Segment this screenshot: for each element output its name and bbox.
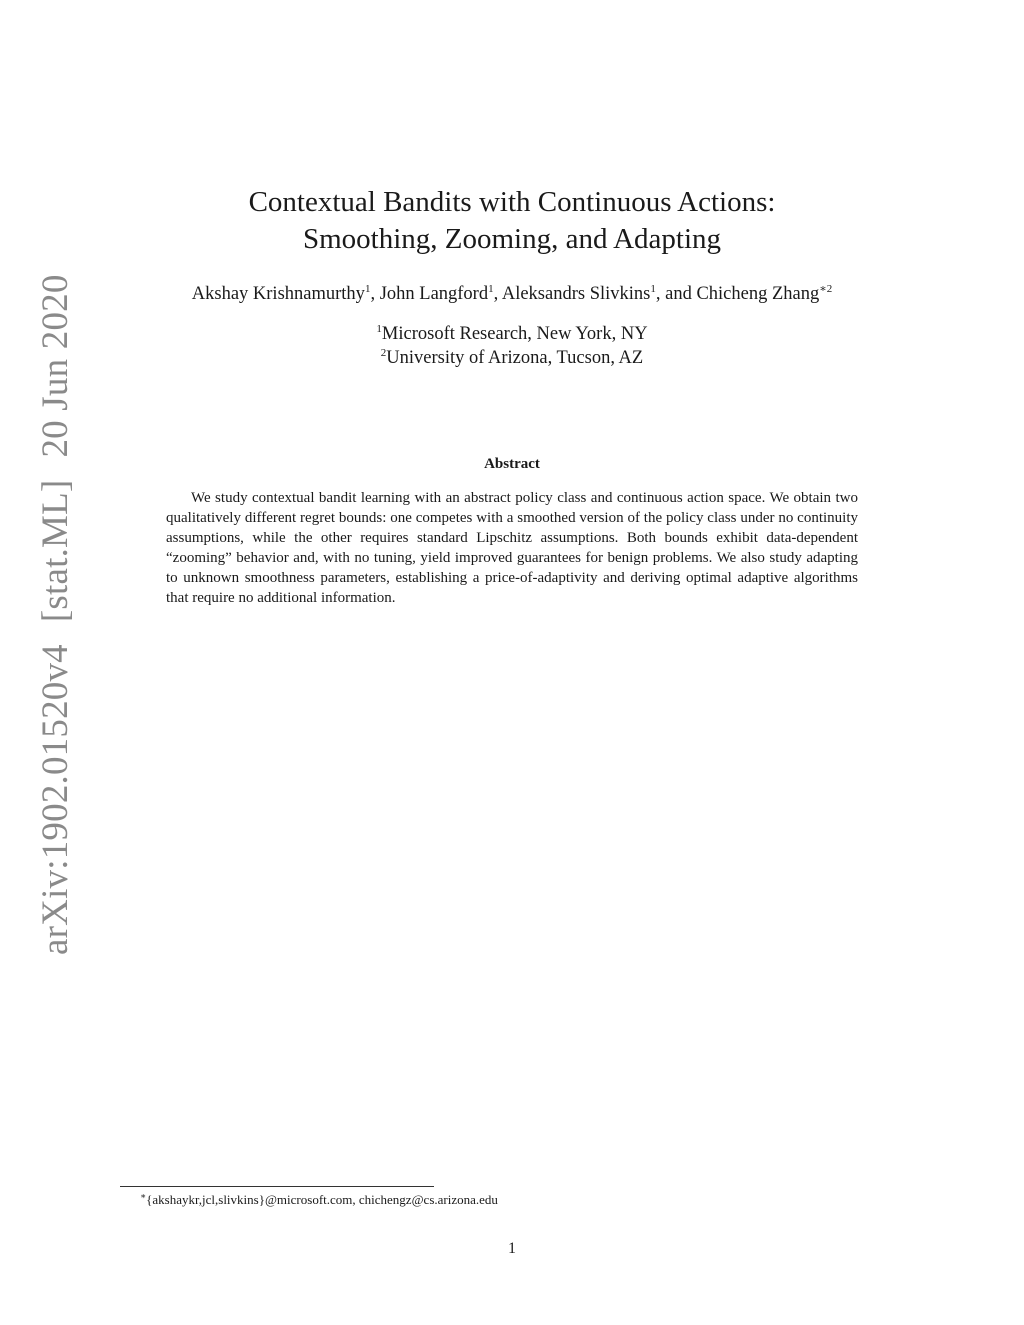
affiliation-line bbox=[0, 346, 1024, 370]
page-number: 1 bbox=[508, 1240, 516, 1257]
footnote bbox=[140, 1191, 498, 1209]
author-list bbox=[0, 282, 1024, 306]
arxiv-category: [stat.ML] bbox=[35, 479, 76, 623]
footnote-mark: ∗ bbox=[140, 1191, 147, 1201]
footnote-text: {akshaykr,jcl,slivkins}@microsoft.com, chichengz@cs.arizona.edu bbox=[146, 1192, 498, 1207]
affiliation-text: Microsoft Research, New York, NY bbox=[381, 324, 648, 344]
footnote-rule bbox=[120, 1186, 434, 1187]
abstract-heading: Abstract bbox=[484, 456, 540, 472]
paper-title bbox=[0, 184, 1024, 258]
affiliations bbox=[0, 322, 1024, 370]
title-line-1: Contextual Bandits with Continuous Actions: bbox=[248, 186, 776, 218]
abstract-text: We study contextual bandit learning with an abstract policy class and continuous action space. We obtain two qualitatively different regret bounds: one competes with a smoothed version of the policy class under no continuity assumptions, while the other requires standard Lipschitz assumptions. Both bounds exhibit data-dependent “zooming” behavior and, with no tuning, yield improved guarantees for benign problems. We also study adapting to unknown smoothness parameters, establishing a price-of-adaptivity and deriving optimal adaptive algorithms that require no additional information. bbox=[166, 490, 858, 606]
author-mark: ∗2 bbox=[819, 283, 833, 295]
arxiv-id: arXiv:1902.01520v4 bbox=[35, 644, 76, 955]
title-line-2: Smoothing, Zooming, and Adapting bbox=[302, 223, 722, 255]
affiliation-mark: 1 bbox=[376, 323, 382, 335]
author-mark: 1 bbox=[364, 283, 371, 295]
arxiv-date: 20 Jun 2020 bbox=[35, 274, 76, 458]
author-separator: , bbox=[370, 284, 380, 304]
affiliation-text: University of Arizona, Tucson, AZ bbox=[386, 348, 644, 368]
author-name: Chicheng Zhang bbox=[696, 284, 820, 304]
author-mark: 1 bbox=[650, 283, 656, 295]
author-separator: , and bbox=[655, 284, 697, 304]
author-name: John Langford bbox=[379, 284, 489, 304]
author-separator: , bbox=[493, 284, 502, 304]
author-name: Akshay Krishnamurthy bbox=[191, 284, 365, 304]
affiliation-mark: 2 bbox=[380, 347, 387, 359]
affiliation-line bbox=[0, 322, 1024, 346]
author-name: Aleksandrs Slivkins bbox=[501, 284, 651, 304]
author-mark: 1 bbox=[488, 283, 494, 295]
